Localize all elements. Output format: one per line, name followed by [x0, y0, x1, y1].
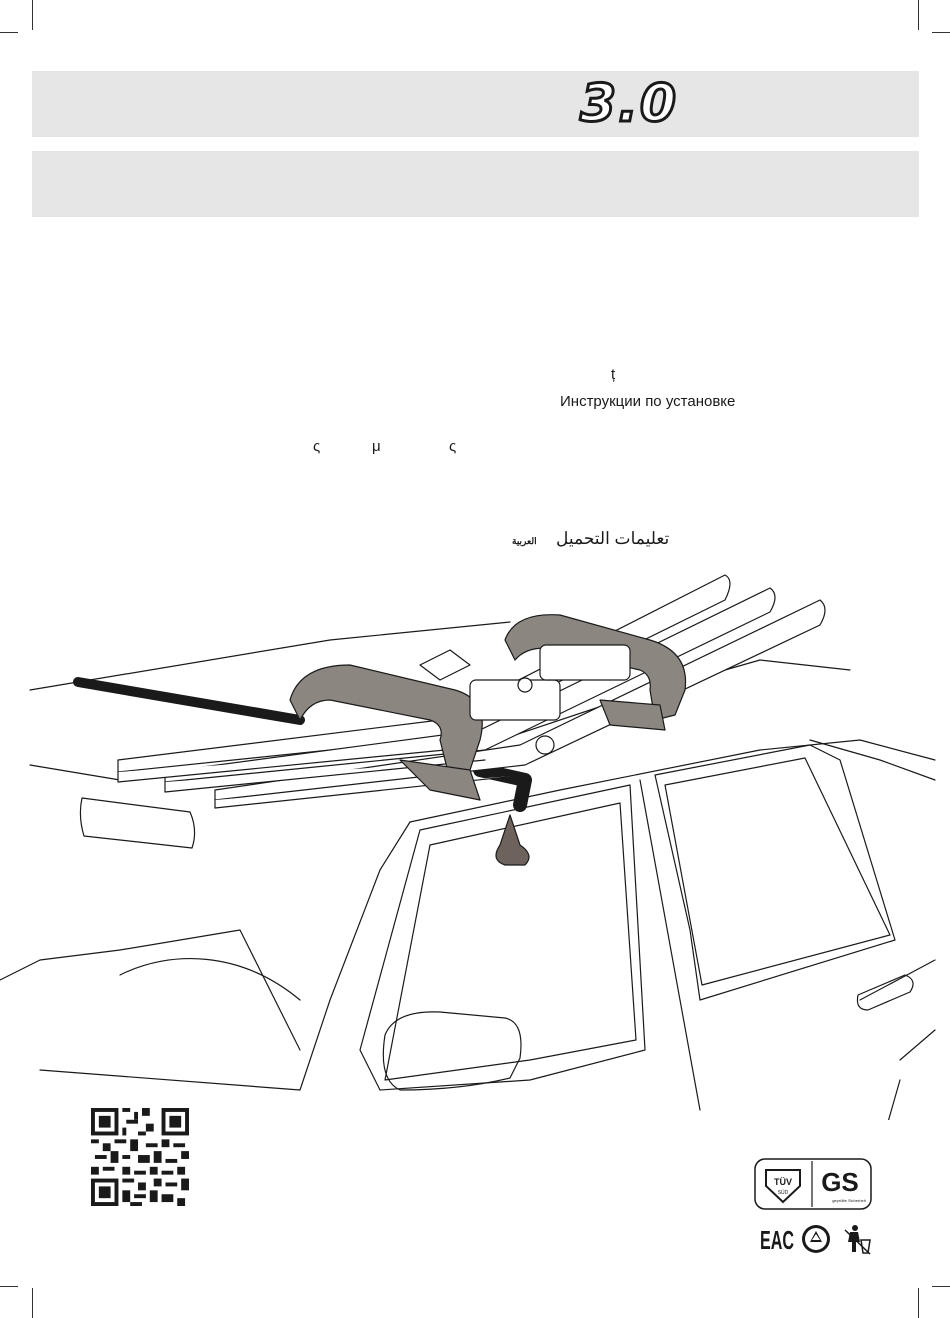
car-ski-holder-illustration	[0, 560, 950, 1120]
crop-mark	[0, 32, 18, 33]
certification-logos	[754, 1158, 872, 1210]
version-number: 3.0	[580, 74, 679, 134]
crop-mark	[932, 1286, 950, 1287]
crop-mark	[918, 0, 919, 30]
car-a-pillar	[40, 822, 410, 1090]
crop-mark	[0, 1286, 18, 1287]
car-rear-body	[810, 740, 935, 1120]
roof-strap	[78, 682, 300, 720]
car-wheel-arch	[120, 959, 300, 1000]
compliance-logos	[760, 1222, 872, 1256]
crop-mark	[32, 1288, 33, 1318]
tuv-text: TÜV	[774, 1177, 792, 1187]
greek-fragment: ς	[313, 438, 321, 455]
car-bonnet	[0, 930, 300, 1050]
eac-mark: EAC	[760, 1225, 795, 1255]
romanian-fragment: ț	[611, 366, 616, 383]
tuv-sub-text: SÜD	[777, 1190, 789, 1196]
car-b-pillar	[640, 780, 700, 1110]
gs-text: GS	[821, 1167, 859, 1197]
strap-tongue	[496, 815, 529, 865]
car-side-mirror	[383, 1012, 521, 1090]
crop-mark	[918, 1288, 919, 1318]
qr-code[interactable]	[91, 1108, 189, 1206]
car-door-front	[360, 785, 645, 1090]
car-rear-view-mirror	[80, 798, 194, 848]
crop-mark	[32, 0, 33, 30]
car-window-rear-inner	[665, 758, 890, 985]
russian-title: Инструкции по установке	[560, 393, 736, 410]
title-band	[32, 71, 919, 137]
car-door-handle	[857, 975, 913, 1010]
gs-sub-text: geprüfte Sicherheit	[832, 1198, 866, 1203]
greek-fragment: μ	[372, 438, 381, 455]
recycling-icon	[802, 1225, 830, 1253]
arabic-language-label: العربية	[512, 536, 537, 546]
arabic-title: تعليمات التحميل	[556, 529, 670, 548]
crop-mark	[932, 32, 950, 33]
greek-fragment: ς	[449, 438, 457, 455]
subtitle-band	[32, 151, 919, 217]
car-door-rear	[655, 745, 895, 1000]
waste-bin-person-icon	[845, 1225, 870, 1254]
